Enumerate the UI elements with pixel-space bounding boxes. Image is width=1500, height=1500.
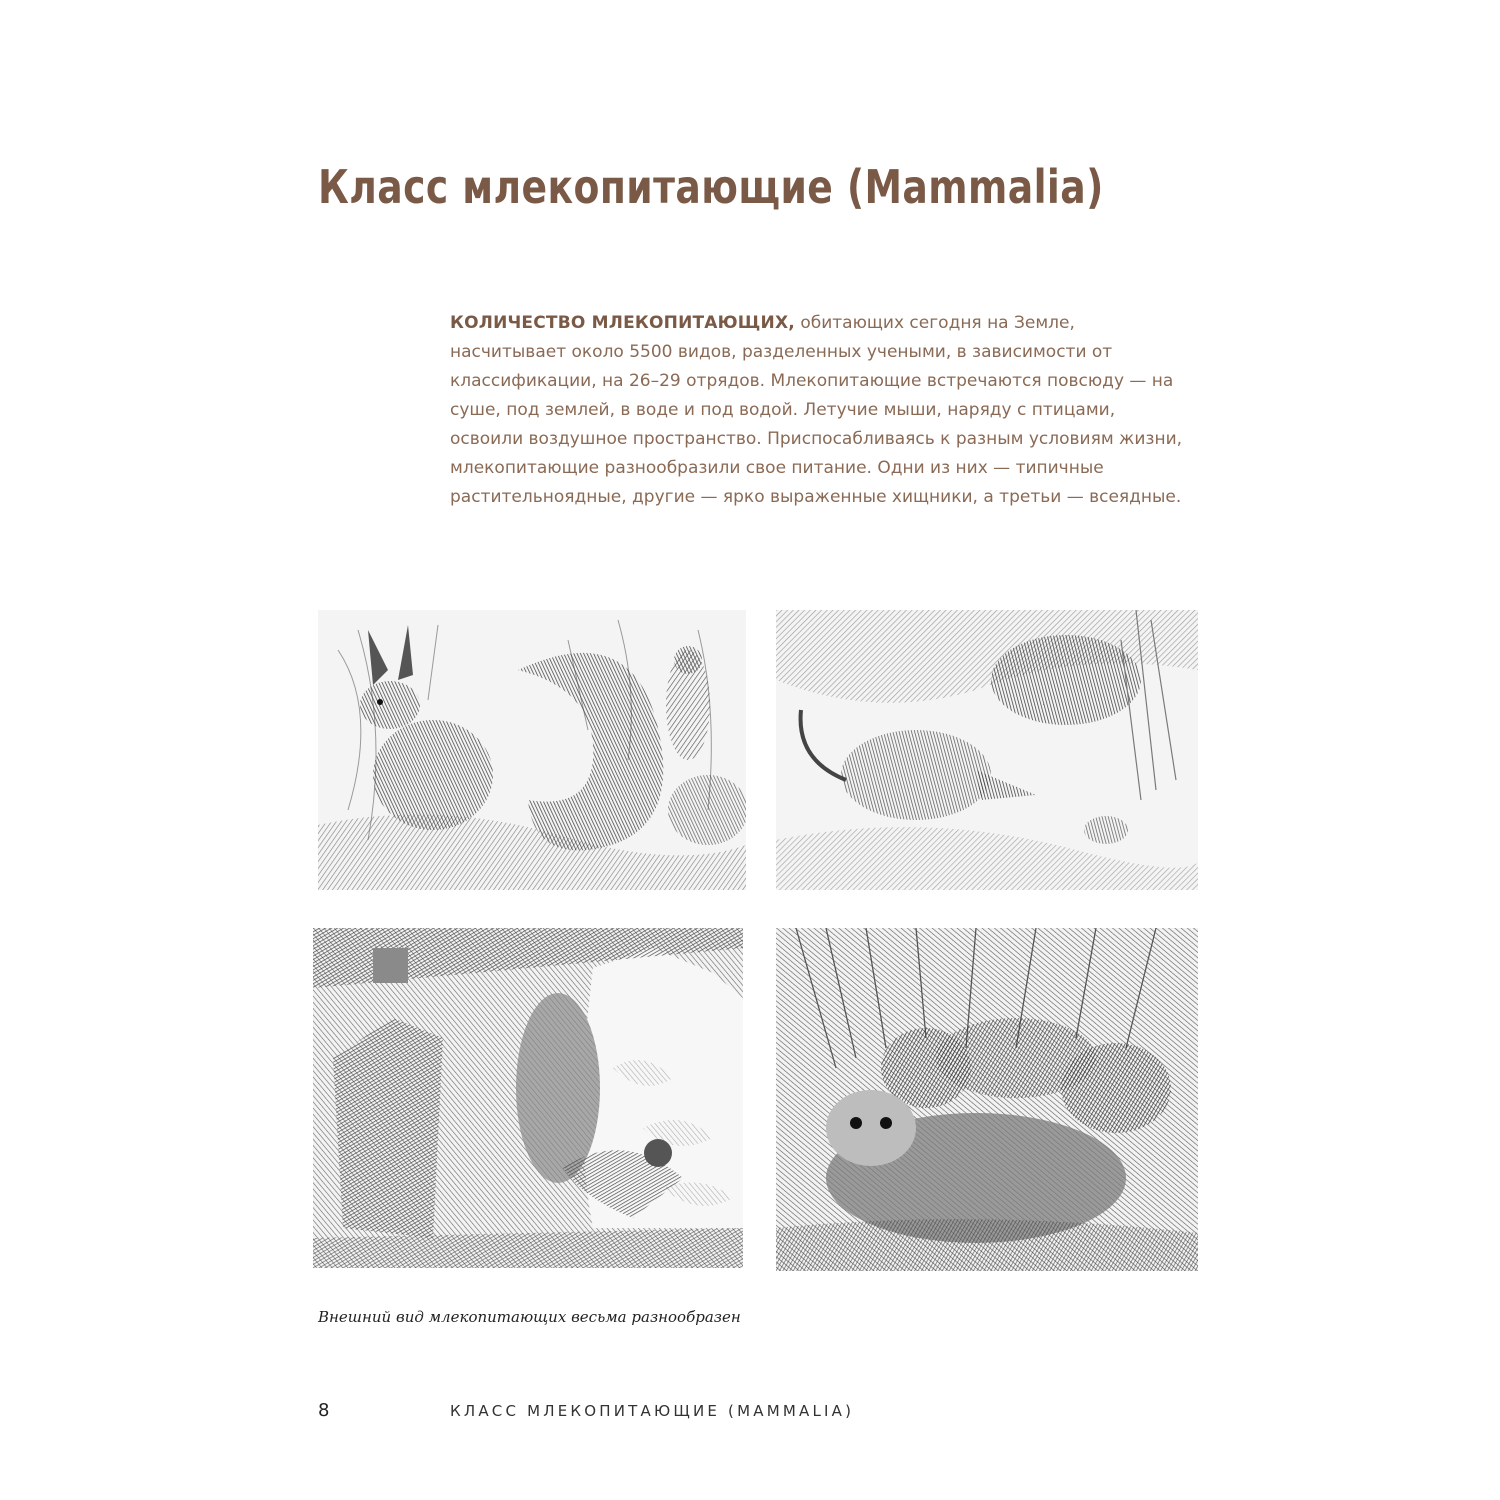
page-number: 8: [318, 1400, 330, 1421]
page-title: Класс млекопитающие (Mammalia): [318, 160, 1104, 214]
bat-engraving: [313, 928, 743, 1268]
running-head: КЛАСС МЛЕКОПИТАЮЩИЕ (MAMMALIA): [450, 1402, 855, 1420]
intro-lead: КОЛИЧЕСТВО МЛЕКОПИТАЮЩИХ,: [450, 313, 795, 333]
figure-caption: Внешний вид млекопитающих весьма разнообразен: [318, 1308, 741, 1326]
shrew-engraving: [776, 610, 1198, 890]
intro-paragraph: [450, 309, 1190, 512]
intro-text: обитающих сегодня на Земле, насчитывает около 5500 видов, разделенных учеными, в зависимости от классификации, на 26–29 отрядов. Млекопитающие встречаются повсюду — на суше, под землей, в воде и под водой. Летучие мыши, наряду с птицами, освоили воздушное пространство. Приспосабливаясь к разным условиям жизни, млекопитающие разнообразили свое питание. Одни из них — типичные растительноядные, другие — ярко выраженные хищники, а третьи — всеядные.: [450, 313, 1183, 507]
hamster-engraving: [776, 928, 1198, 1271]
squirrel-engraving: [318, 610, 746, 890]
